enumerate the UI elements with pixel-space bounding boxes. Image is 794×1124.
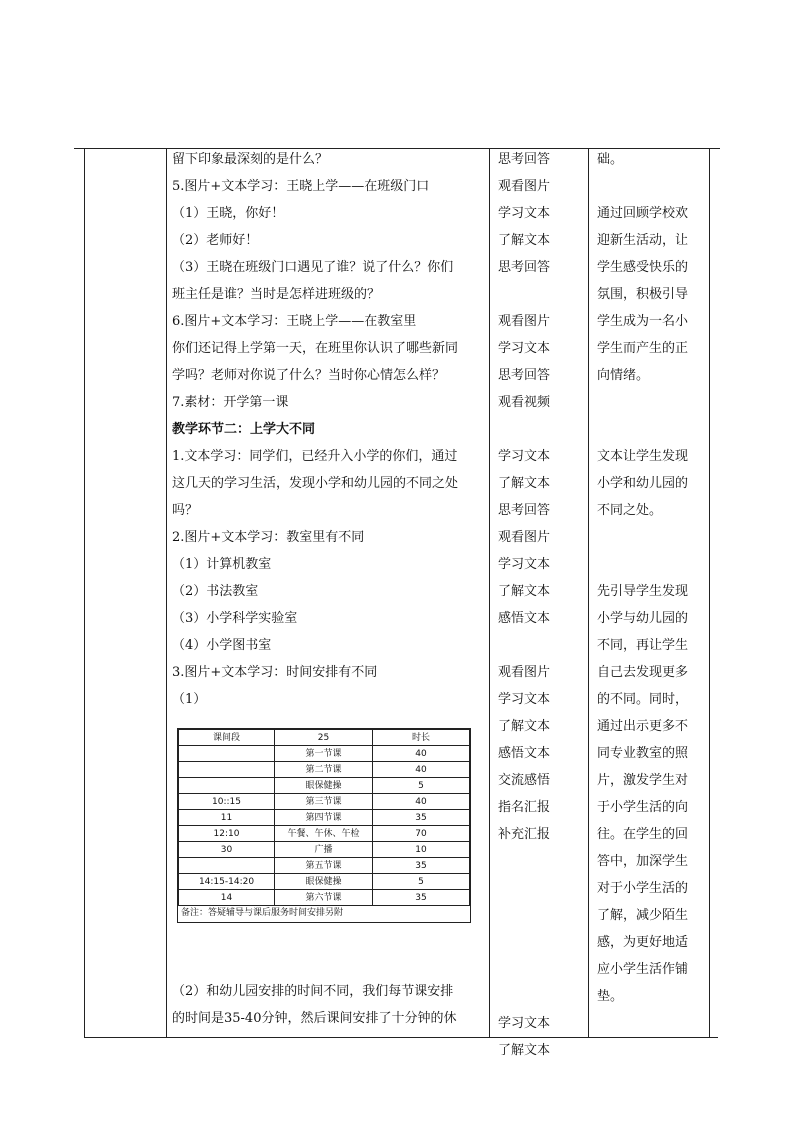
table-bottom-rule bbox=[84, 1037, 718, 1038]
content-line: 教学环节二：上学大不同 bbox=[172, 422, 316, 437]
content-line: 7.素材：开学第一课 bbox=[172, 395, 289, 410]
intent-line: 先引导学生发现 bbox=[597, 584, 689, 599]
activity-line bbox=[498, 848, 588, 875]
teaching-content-tail bbox=[172, 978, 484, 1032]
intent-line: 向情绪。 bbox=[597, 368, 650, 383]
teaching-content-column bbox=[172, 146, 484, 713]
activity-line: 思考回答 bbox=[498, 503, 551, 518]
schedule-row bbox=[179, 794, 470, 810]
schedule-cell: 12:10 bbox=[179, 826, 275, 842]
schedule-row bbox=[179, 826, 470, 842]
content-line: 吗？ bbox=[172, 503, 199, 518]
intent-line: 片，激发学生对 bbox=[597, 773, 689, 788]
column-divider-2 bbox=[489, 148, 490, 1037]
activity-line: 感悟文本 bbox=[498, 746, 551, 761]
content-line: 你们还记得上学第一天，在班里你认识了哪些新同 bbox=[172, 341, 459, 356]
schedule-header-cell: 课间段 bbox=[179, 730, 275, 746]
activity-line: 观看图片 bbox=[498, 179, 551, 194]
intent-line: 答中，加深学生 bbox=[597, 854, 689, 869]
activity-line: 了解文本 bbox=[498, 476, 551, 491]
intent-line: 学生感受快乐的 bbox=[597, 260, 689, 275]
activity-line: 学习文本 bbox=[498, 692, 551, 707]
activity-line bbox=[498, 416, 588, 443]
activity-line bbox=[498, 875, 588, 902]
content-line: （2）和幼儿园安排的时间不同，我们每节课安排 bbox=[172, 984, 454, 999]
intent-line: 文本让学生发现 bbox=[597, 449, 689, 464]
content-line: （2）老师好！ bbox=[172, 233, 259, 248]
schedule-cell: 5 bbox=[373, 874, 470, 890]
intent-line: 学生成为一名小 bbox=[597, 314, 689, 329]
intent-line: 小学与幼儿园的 bbox=[597, 611, 689, 626]
class-schedule-table bbox=[177, 728, 471, 923]
intent-line bbox=[597, 551, 709, 578]
schedule-row bbox=[179, 842, 470, 858]
content-line: 留下印象最深刻的是什么？ bbox=[172, 152, 329, 167]
schedule-cell: 第五节课 bbox=[275, 858, 373, 874]
schedule-cell: 第二节课 bbox=[275, 762, 373, 778]
schedule-cell: 第四节课 bbox=[275, 810, 373, 826]
intent-line: 不同之处。 bbox=[597, 503, 663, 518]
intent-line: 同专业教室的照 bbox=[597, 746, 689, 761]
content-line: （1） bbox=[172, 692, 207, 707]
content-line: （2）书法教室 bbox=[172, 584, 259, 599]
schedule-cell: 35 bbox=[373, 810, 470, 826]
schedule-row bbox=[179, 890, 470, 906]
activity-line: 补充汇报 bbox=[498, 827, 551, 842]
intent-line: 感，为更好地适 bbox=[597, 935, 689, 950]
activity-line: 学习文本 bbox=[498, 557, 551, 572]
schedule-row bbox=[179, 778, 470, 794]
intent-line: 通过出示更多不 bbox=[597, 719, 689, 734]
activity-line: 思考回答 bbox=[498, 152, 551, 167]
schedule-header-cell: 时长 bbox=[373, 730, 470, 746]
content-line: 这几天的学习生活，发现小学和幼儿园的不同之处 bbox=[172, 476, 459, 491]
schedule-cell: 70 bbox=[373, 826, 470, 842]
content-line: （3）小学科学实验室 bbox=[172, 611, 298, 626]
schedule-cell: 40 bbox=[373, 746, 470, 762]
intent-line: 往。在学生的回 bbox=[597, 827, 689, 842]
content-line: 的时间是35-40分钟，然后课间安排了十分钟的休 bbox=[172, 1011, 457, 1026]
activity-line: 学习文本 bbox=[498, 1016, 551, 1031]
activity-line: 了解文本 bbox=[498, 233, 551, 248]
table-right-border bbox=[709, 148, 710, 1037]
content-line: 学吗？老师对你说了什么？当时你心情怎么样？ bbox=[172, 368, 446, 383]
content-line: 1.文本学习：同学们，已经升入小学的你们，通过 bbox=[172, 449, 458, 464]
activity-line bbox=[498, 956, 588, 983]
intent-line: 了解，减少陌生 bbox=[597, 908, 689, 923]
schedule-cell bbox=[179, 778, 275, 794]
content-line: （4）小学图书室 bbox=[172, 638, 272, 653]
design-intent-column bbox=[597, 146, 709, 1010]
schedule-cell: 5 bbox=[373, 778, 470, 794]
schedule-cell: 广播 bbox=[275, 842, 373, 858]
schedule-cell: 10::15 bbox=[179, 794, 275, 810]
column-divider-1 bbox=[166, 148, 167, 1037]
intent-line: 础。 bbox=[597, 152, 624, 167]
intent-line bbox=[597, 524, 709, 551]
activity-line bbox=[498, 983, 588, 1010]
content-line: （1）王晓，你好！ bbox=[172, 206, 285, 221]
activity-line: 指名汇报 bbox=[498, 800, 551, 815]
activity-line: 观看图片 bbox=[498, 665, 551, 680]
activity-line: 观看视频 bbox=[498, 395, 551, 410]
schedule-cell: 14 bbox=[179, 890, 275, 906]
schedule-row bbox=[179, 858, 470, 874]
schedule-cell: 11 bbox=[179, 810, 275, 826]
schedule-row bbox=[179, 874, 470, 890]
intent-line bbox=[597, 416, 709, 443]
schedule-cell: 午餐、午休、午检 bbox=[275, 826, 373, 842]
intent-line: 小学和幼儿园的 bbox=[597, 476, 689, 491]
activity-line: 了解文本 bbox=[498, 1043, 551, 1058]
content-line: （3）王晓在班级门口遇见了谁？说了什么？你们 bbox=[172, 260, 454, 275]
schedule-header-row bbox=[179, 730, 470, 746]
activity-line: 感悟文本 bbox=[498, 611, 551, 626]
intent-line: 学生而产生的正 bbox=[597, 341, 689, 356]
schedule-cell: 第六节课 bbox=[275, 890, 373, 906]
activity-line bbox=[498, 902, 588, 929]
schedule-cell: 14:15-14:20 bbox=[179, 874, 275, 890]
content-line: 5.图片+文本学习：王晓上学——在班级门口 bbox=[172, 179, 430, 194]
schedule-row bbox=[179, 810, 470, 826]
intent-line: 垫。 bbox=[597, 989, 624, 1004]
column-divider-3 bbox=[588, 148, 589, 1037]
content-line: 6.图片+文本学习：王晓上学——在教室里 bbox=[172, 314, 417, 329]
intent-line: 通过回顾学校欢 bbox=[597, 206, 689, 221]
schedule-row bbox=[179, 746, 470, 762]
schedule-cell: 40 bbox=[373, 794, 470, 810]
schedule-cell bbox=[179, 746, 275, 762]
schedule-cell: 40 bbox=[373, 762, 470, 778]
intent-line: 应小学生活作铺 bbox=[597, 962, 689, 977]
activity-line: 了解文本 bbox=[498, 719, 551, 734]
schedule-cell bbox=[179, 762, 275, 778]
schedule-cell: 第一节课 bbox=[275, 746, 373, 762]
student-activity-column bbox=[498, 146, 588, 1064]
activity-line: 学习文本 bbox=[498, 206, 551, 221]
activity-line: 思考回答 bbox=[498, 368, 551, 383]
intent-line bbox=[597, 389, 709, 416]
content-line: 2.图片+文本学习：教室里有不同 bbox=[172, 530, 365, 545]
schedule-cell: 眼保健操 bbox=[275, 778, 373, 794]
schedule-cell bbox=[179, 858, 275, 874]
content-line: 班主任是谁？当时是怎样进班级的？ bbox=[172, 287, 381, 302]
activity-line: 学习文本 bbox=[498, 449, 551, 464]
schedule-cell: 30 bbox=[179, 842, 275, 858]
schedule-header-cell: 25 bbox=[275, 730, 373, 746]
intent-line: 氛围，积极引导 bbox=[597, 287, 689, 302]
intent-line bbox=[597, 173, 709, 200]
activity-line: 交流感悟 bbox=[498, 773, 551, 788]
intent-line: 不同，再让学生 bbox=[597, 638, 689, 653]
schedule-row bbox=[179, 762, 470, 778]
activity-line: 了解文本 bbox=[498, 584, 551, 599]
schedule-cell: 10 bbox=[373, 842, 470, 858]
content-line: 3.图片+文本学习：时间安排有不同 bbox=[172, 665, 378, 680]
activity-line: 学习文本 bbox=[498, 341, 551, 356]
schedule-cell: 第三节课 bbox=[275, 794, 373, 810]
intent-line: 于小学生活的向 bbox=[597, 800, 689, 815]
content-line: （1）计算机教室 bbox=[172, 557, 272, 572]
intent-line: 迎新生活动，让 bbox=[597, 233, 689, 248]
activity-line bbox=[498, 929, 588, 956]
intent-line: 的不同。同时， bbox=[597, 692, 689, 707]
activity-line: 思考回答 bbox=[498, 260, 551, 275]
schedule-note: 备注：答疑辅导与课后服务时间安排另附 bbox=[181, 908, 344, 918]
activity-line: 观看图片 bbox=[498, 314, 551, 329]
intent-line: 自己去发现更多 bbox=[597, 665, 689, 680]
activity-line bbox=[498, 281, 588, 308]
schedule-cell: 35 bbox=[373, 890, 470, 906]
schedule-cell: 眼保健操 bbox=[275, 874, 373, 890]
activity-line bbox=[498, 632, 588, 659]
activity-line: 观看图片 bbox=[498, 530, 551, 545]
table-left-border bbox=[84, 148, 85, 1037]
intent-line: 对于小学生活的 bbox=[597, 881, 689, 896]
schedule-cell: 35 bbox=[373, 858, 470, 874]
